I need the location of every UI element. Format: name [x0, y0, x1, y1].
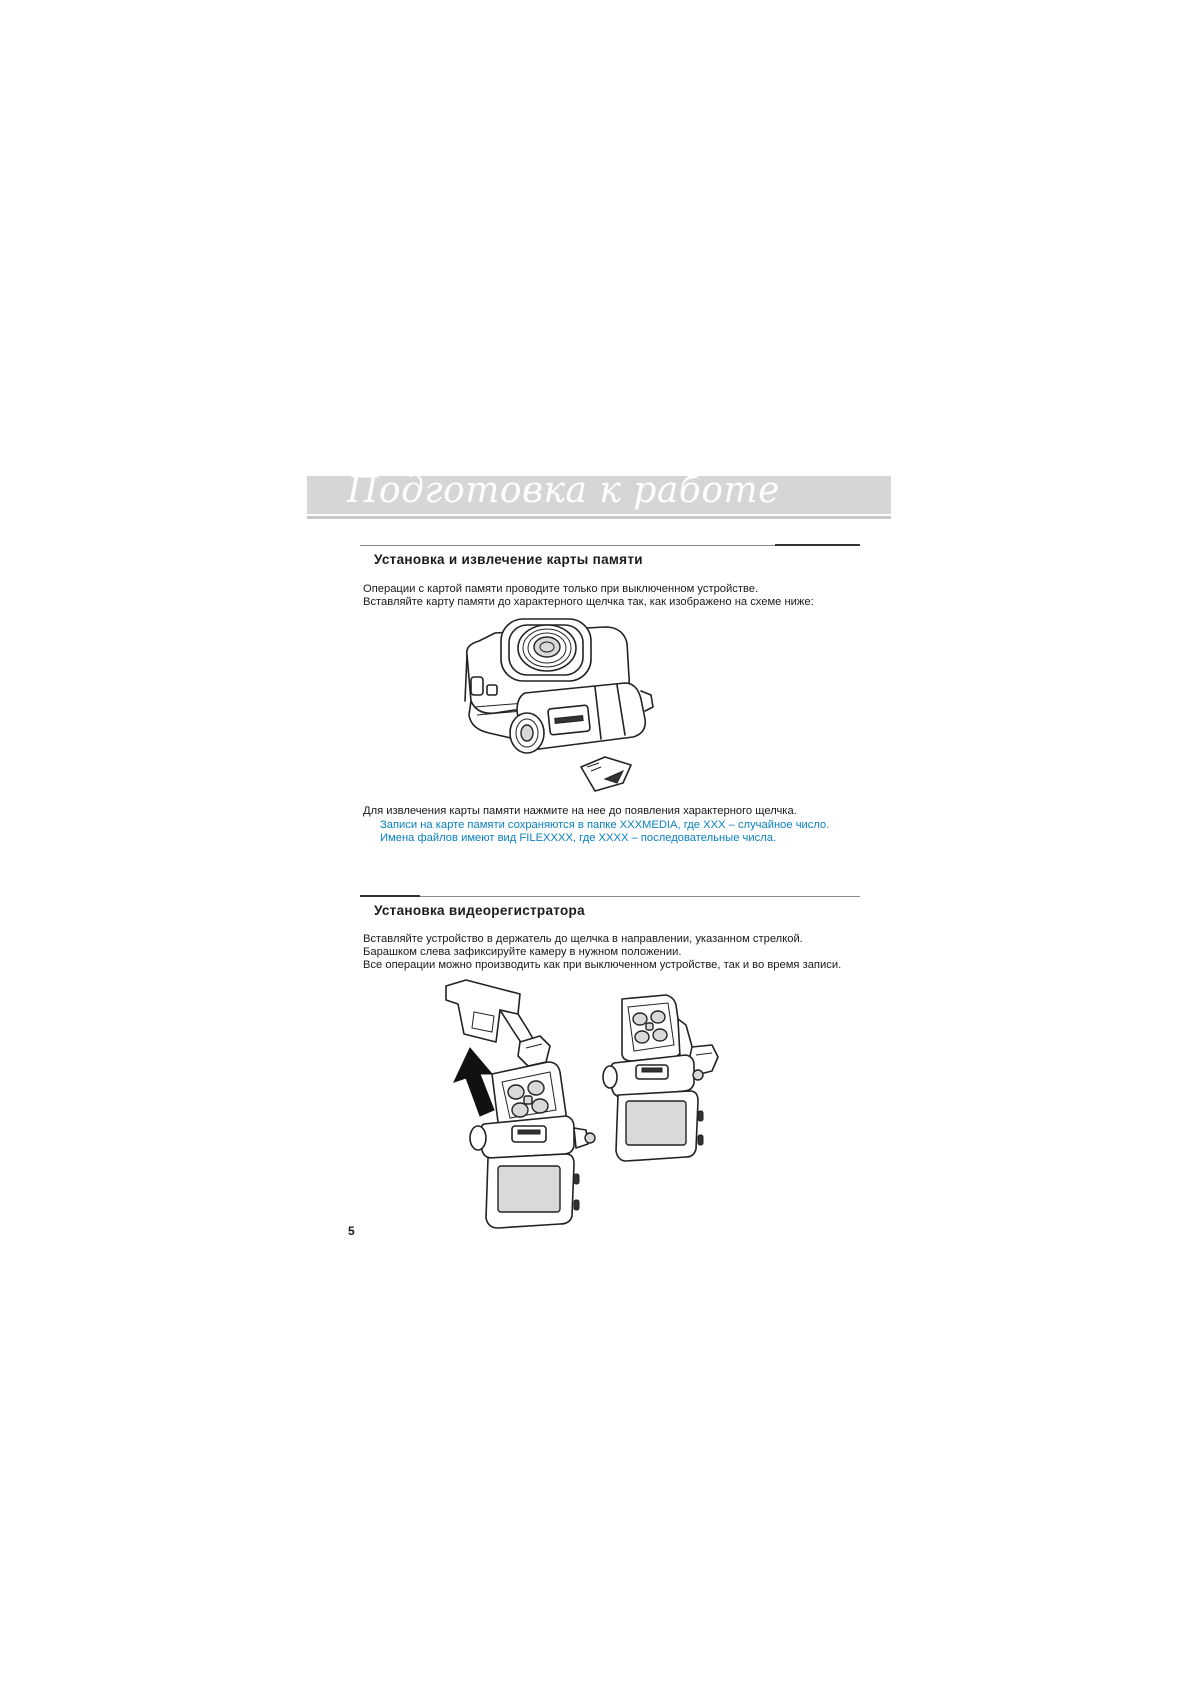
mount-attach-icon: [440, 978, 610, 1230]
section1-heading: Установка и извлечение карты памяти: [374, 552, 643, 567]
section1-line-2: Вставляйте карту памяти до характерного щелчка так, как изображено на схеме ниже:: [363, 596, 814, 608]
section2-line-1: Вставляйте устройство в держатель до щелчка в направлении, указанном стрелкой.: [363, 933, 803, 945]
section2-rule-accent: [360, 895, 420, 897]
section2-line-2: Барашком слева зафиксируйте камеру в нужном положении.: [363, 946, 682, 958]
camera-card-insertion-icon: [455, 615, 695, 795]
section2-line-3: Все операции можно производить как при выключенном устройстве, так и во время записи.: [363, 959, 842, 971]
mounted-camera-icon: [600, 995, 740, 1185]
section2-rule: [360, 896, 860, 897]
header-underline: [307, 516, 891, 519]
section1-rule-accent: [775, 544, 860, 546]
section1-note-2: Имена файлов имеют вид FILEXXXX, где XXXX – последовательные числа.: [380, 832, 777, 844]
page-title: Подготовка к работе: [347, 470, 780, 511]
page-number: 5: [348, 1224, 355, 1238]
section2-heading: Установка видеорегистратора: [374, 903, 585, 918]
section1-line-1: Операции с картой памяти проводите только при выключенном устройстве.: [363, 583, 759, 595]
section1-after: Для извлечения карты памяти нажмите на нее до появления характерного щелчка.: [363, 805, 797, 817]
section1-note-1: Записи на карте памяти сохраняются в папке XXXMEDIA, где XXX – случайное число.: [380, 819, 830, 831]
